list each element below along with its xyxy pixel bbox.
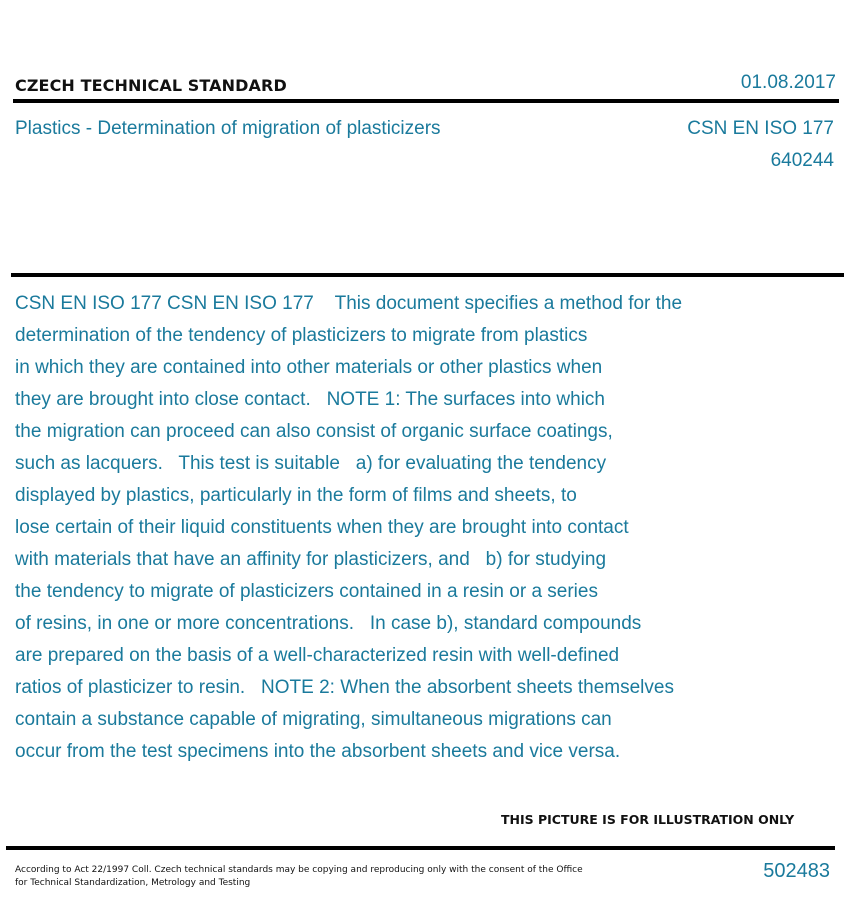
standard-code: CSN EN ISO 177 — [687, 118, 834, 139]
abstract-line: contain a substance capable of migrating, simultaneous migrations can — [15, 709, 612, 730]
document-title: Plastics - Determination of migration of plasticizers — [15, 118, 441, 139]
abstract-line: in which they are contained into other materials or other plastics when — [15, 357, 603, 378]
abstract-line: are prepared on the basis of a well-characterized resin with well-defined — [15, 645, 620, 666]
copyright-note-line: According to Act 22/1997 Coll. Czech technical standards may be copying and reproducing only with the consent of the Office — [15, 865, 583, 875]
header-divider — [13, 99, 839, 103]
abstract-line: lose certain of their liquid constituents when they are brought into contact — [15, 517, 629, 538]
classification-number: 640244 — [770, 150, 834, 171]
copyright-note-line: for Technical Standardization, Metrology and Testing — [15, 878, 251, 888]
document-id: 502483 — [763, 860, 830, 882]
abstract-line: they are brought into close contact. NOTE 1: The surfaces into which — [15, 389, 606, 410]
abstract-line: ratios of plasticizer to resin. NOTE 2: When the absorbent sheets themselves — [15, 677, 674, 698]
illustration-disclaimer: THIS PICTURE IS FOR ILLUSTRATION ONLY — [501, 812, 795, 827]
copyright-note — [15, 864, 585, 890]
publication-date: 01.08.2017 — [740, 72, 836, 93]
body-divider — [11, 273, 844, 277]
abstract-line: CSN EN ISO 177 CSN EN ISO 177 This document specifies a method for the — [15, 293, 683, 314]
abstract-line: occur from the test specimens into the absorbent sheets and vice versa. — [15, 741, 621, 762]
abstract-line: such as lacquers. This test is suitable a) for evaluating the tendency — [15, 453, 607, 474]
abstract-line: with materials that have an affinity for plasticizers, and b) for studying — [15, 549, 607, 570]
abstract-line: of resins, in one or more concentrations. In case b), standard compounds — [15, 613, 642, 634]
abstract-line: the tendency to migrate of plasticizers contained in a resin or a series — [15, 581, 598, 602]
document-abstract — [15, 288, 815, 768]
abstract-line: displayed by plastics, particularly in the form of films and sheets, to — [15, 485, 577, 506]
abstract-line: determination of the tendency of plasticizers to migrate from plastics — [15, 325, 588, 346]
abstract-line: the migration can proceed can also consist of organic surface coatings, — [15, 421, 613, 442]
header-label: CZECH TECHNICAL STANDARD — [15, 76, 287, 95]
footer-divider — [6, 846, 835, 850]
